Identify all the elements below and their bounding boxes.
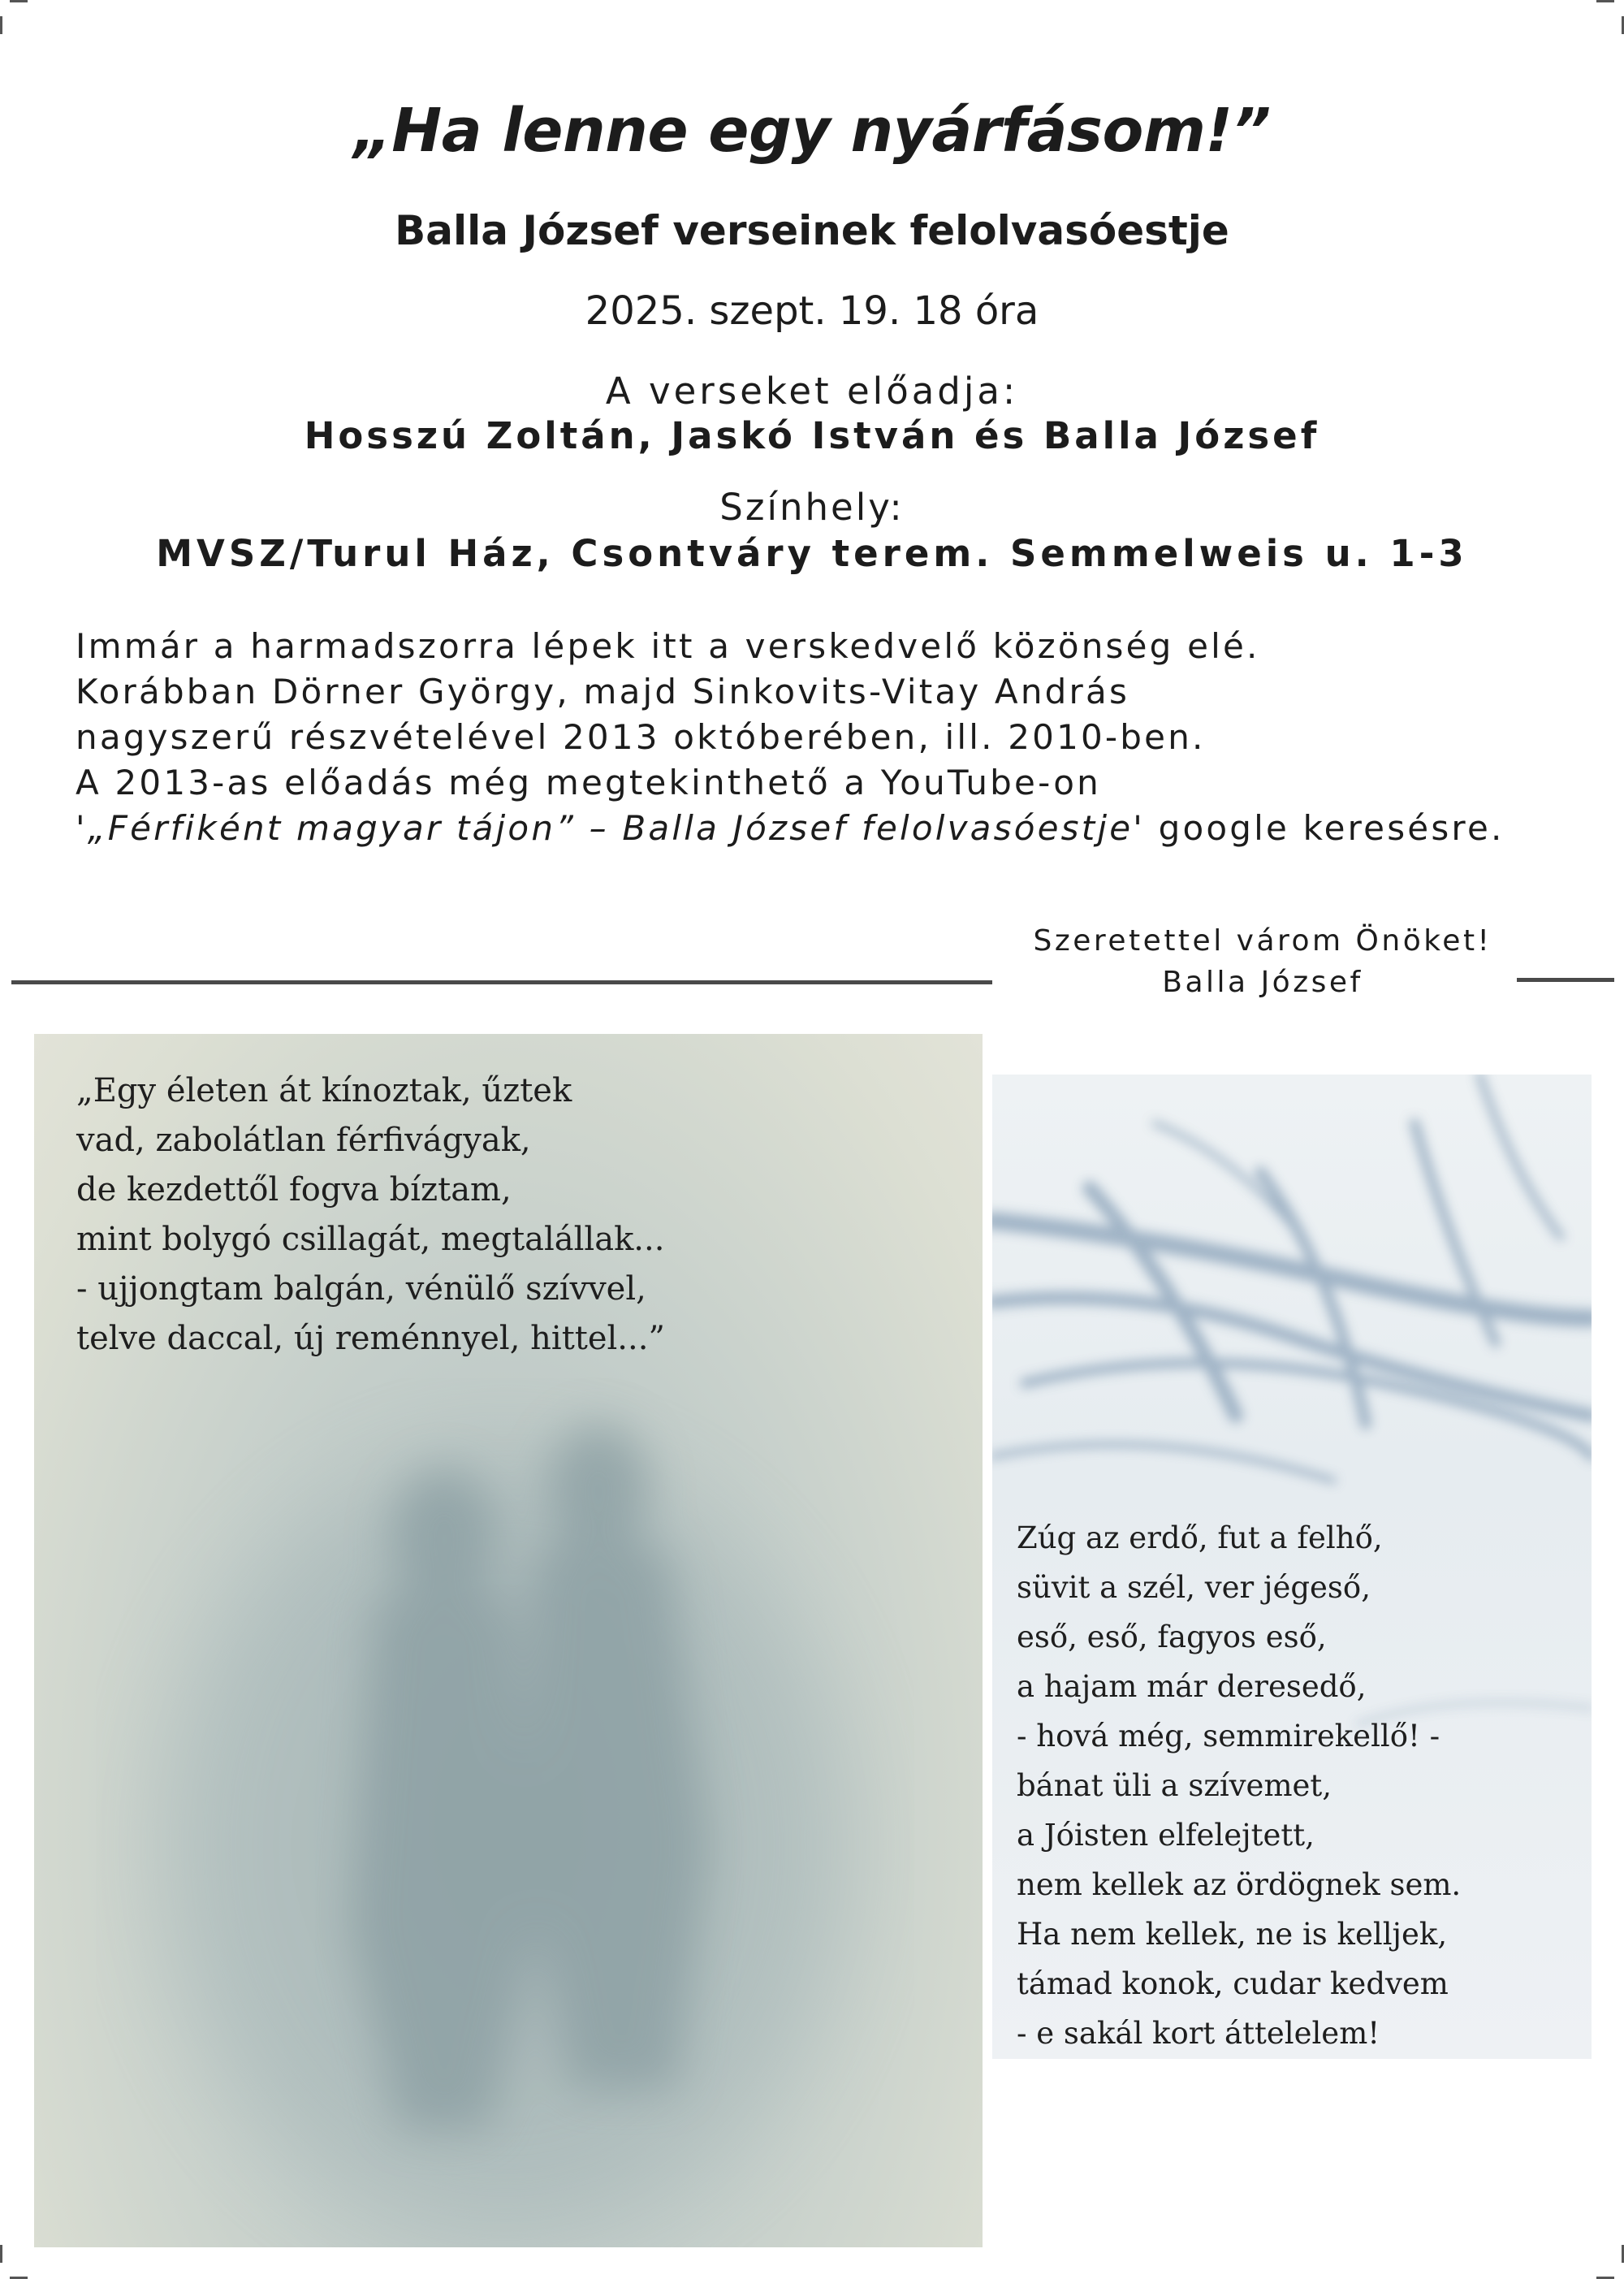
crop-mark [0, 16, 2, 34]
signature-name: Balla József [1162, 966, 1363, 999]
intro-line-rest: google keresésre. [1145, 808, 1505, 848]
divider-right [1517, 978, 1614, 982]
poem-line: eső, eső, fagyos eső, [1017, 1620, 1327, 1654]
poem-line: de kezdettől fogva bíztam, [76, 1171, 512, 1209]
poem-line: - ujjongtam balgán, vénülő szívvel, [76, 1270, 646, 1308]
poem-image-right [992, 1075, 1592, 2059]
performers: Hosszú Zoltán, Jaskó István és Balla József [304, 414, 1320, 457]
poem-line: a Jóisten elfelejtett, [1017, 1818, 1315, 1853]
crop-mark [0, 2245, 2, 2263]
intro-paragraph [76, 624, 1602, 851]
poem-left [76, 1066, 665, 1364]
crop-mark [10, 0, 28, 2]
poem-line: vad, zabolátlan férfivágyak, [76, 1122, 531, 1159]
venue: MVSZ/Turul Ház, Csontváry terem. Semmelweis u. 1-3 [156, 532, 1468, 575]
intro-line: nagyszerű részvételével 2013 októberében, ill. 2010-ben. [76, 717, 1206, 757]
greeting: Szeretettel várom Önöket! [1033, 924, 1492, 958]
intro-line: A 2013-as előadás még megtekinthető a YouTube-on [76, 763, 1101, 802]
signature [1007, 920, 1518, 1003]
poem-line: - e sakál kort áttelelem! [1017, 2016, 1380, 2051]
poem-line: „Egy életen át kínoztak, űztek [76, 1072, 572, 1109]
poem-line: Zúg az erdő, fut a felhő, [1017, 1520, 1383, 1555]
event-subtitle: Balla József verseinek felolvasóestje [395, 207, 1229, 254]
poem-image-left [34, 1034, 983, 2247]
divider-left [11, 980, 992, 984]
poem-line: Ha nem kellek, ne is kelljek, [1017, 1917, 1448, 1952]
poem-line: bánat üli a szívemet, [1017, 1768, 1332, 1803]
intro-line: Korábban Dörner György, majd Sinkovits-Vitay András [76, 672, 1130, 711]
performer-label: A verseket előadja: [605, 370, 1019, 413]
poem-line: süvit a szél, ver jégeső, [1017, 1570, 1371, 1605]
poem-line: a hajam már deresedő, [1017, 1669, 1367, 1704]
poem-right [1017, 1513, 1461, 2058]
poem-line: - hová még, semmirekellő! - [1017, 1719, 1440, 1754]
venue-label: Színhely: [719, 486, 905, 529]
event-datetime: 2025. szept. 19. 18 óra [585, 288, 1039, 334]
poem-line: támad konok, cudar kedvem [1017, 1966, 1449, 2001]
page-title: „Ha lenne egy nyárfásom!” [353, 96, 1271, 166]
poem-line: nem kellek az ördögnek sem. [1017, 1867, 1462, 1902]
video-title: '„Férfiként magyar tájon” – Balla József felolvasóestje' [76, 808, 1146, 848]
intro-line [76, 806, 1602, 851]
poem-line: telve daccal, új reménnyel, hittel...” [76, 1320, 665, 1357]
intro-line: Immár a harmadszorra lépek itt a verskedvelő közönség elé. [76, 626, 1260, 666]
crop-mark [1596, 0, 1614, 2]
poem-line: mint bolygó csillagát, megtalállak... [76, 1221, 665, 1258]
